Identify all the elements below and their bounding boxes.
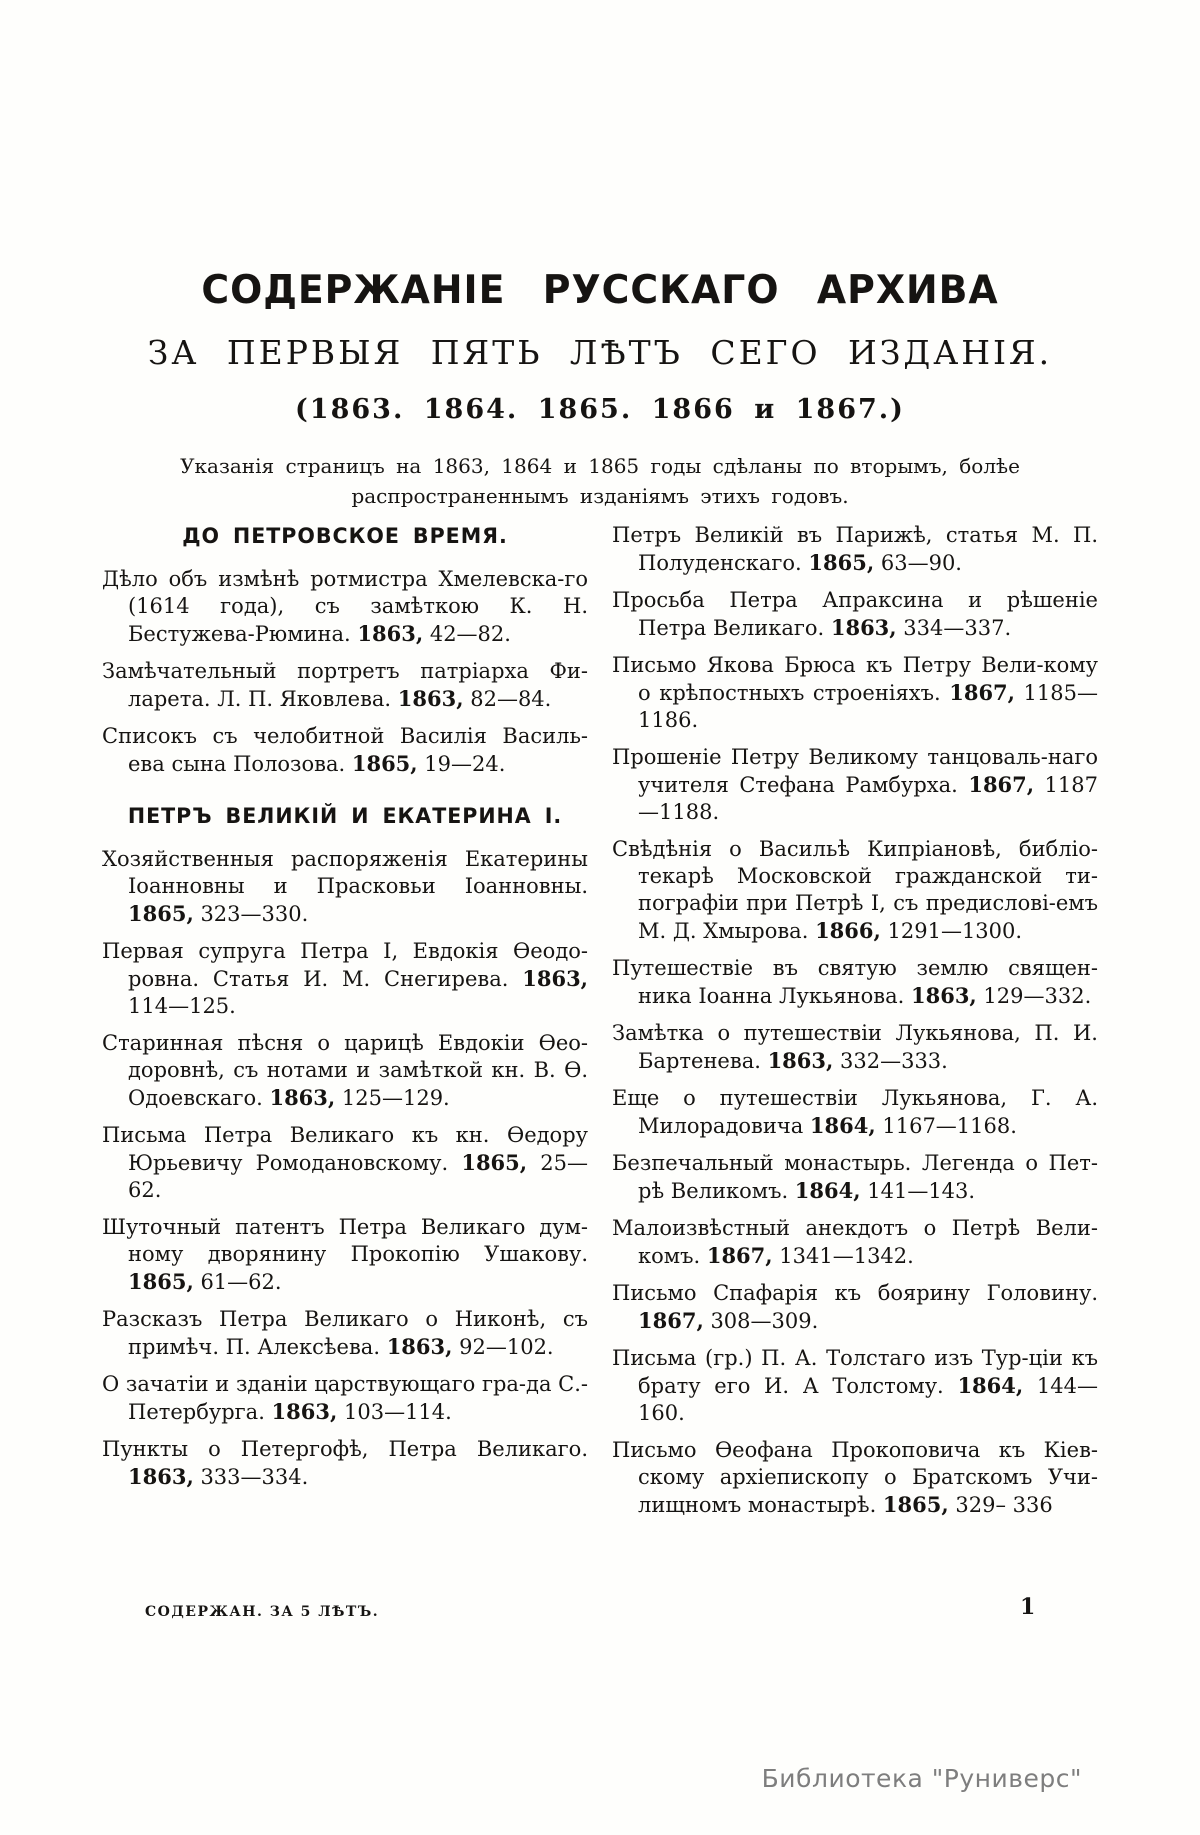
entry-year: 1863, [522, 966, 588, 991]
entry-text: Просьба Петра Апраксина и рѣшеніе Петра Великаго. [612, 588, 1098, 640]
toc-columns [102, 522, 1098, 1529]
toc-entry [612, 955, 1098, 1010]
entry-year: 1864, [794, 1178, 861, 1203]
toc-entry [102, 1306, 588, 1361]
entry-pages: 1167—1168. [875, 1114, 1017, 1138]
toc-entry [612, 1085, 1098, 1140]
entry-text: Письма (гр.) П. А. Толстаго изъ Тур-ціи къ брату его И. А Толстому. [612, 1346, 1098, 1398]
toc-entry [612, 1437, 1098, 1519]
entry-year: 1864, [957, 1373, 1024, 1398]
entry-pages: 25—62. [128, 1151, 588, 1202]
entry-pages: 323—330. [193, 902, 309, 926]
entry-text: Дѣло объ измѣнѣ ротмистра Хмелевска-го (1614 года), съ замѣткою К. Н. Бестужева-Рюмина. [102, 567, 588, 646]
entry-text: Замѣчательный портретъ патріарха Фи-ларета. Л. П. Яковлева. [102, 659, 588, 711]
entry-text: Письмо Якова Брюса къ Петру Вели-кому о крѣпостныхъ строеніяхъ. [612, 653, 1098, 705]
entry-text: Прошеніе Петру Великому танцоваль-наго учителя Стефана Рамбурха. [612, 745, 1098, 797]
entry-text: Хозяйственныя распоряженія Екатерины Іоанновны и Прасковьи Іоанновны. [102, 847, 588, 898]
entry-year: 1865, [128, 901, 194, 926]
entry-year: 1863, [357, 621, 424, 646]
entry-year: 1867, [949, 680, 1015, 705]
page-title: СОДЕРЖАНІЕ РУССКАГО АРХИВА [201, 268, 999, 313]
entry-text: Старинная пѣсня о царицѣ Евдокіи Ѳео-доровнѣ, съ нотами и замѣткой кн. В. Ѳ. Одоевскаго. [102, 1031, 588, 1110]
entry-text: Списокъ съ челобитной Василія Василь-ева сына Полозова. [102, 724, 588, 776]
toc-entry [612, 1150, 1098, 1205]
entry-pages: 144—160. [638, 1374, 1098, 1425]
entry-text: Петръ Великій въ Парижѣ, статья М. П. Полуденскаго. [612, 523, 1098, 575]
entry-pages: 125—129. [335, 1086, 450, 1110]
entry-pages: 333—334. [193, 1465, 309, 1489]
entry-text: Пункты о Петергофѣ, Петра Великаго. [102, 1437, 588, 1461]
entry-year: 1863, [767, 1048, 834, 1073]
entry-year: 1866, [815, 918, 881, 943]
edition-note: Указанія страницъ на 1863, 1864 и 1865 годы сдѣланы по вторымъ, болѣе распространеннымъ изданіямъ этихъ годовъ. [180, 454, 1020, 508]
toc-entry [102, 1436, 588, 1491]
entry-year: 1863, [397, 686, 464, 711]
entry-text: Первая супруга Петра I, Евдокія Ѳеодо-ровна. Статья И. М. Снегирева. [102, 939, 588, 991]
library-watermark: Библиотека "Руниверс" [761, 1764, 1082, 1793]
toc-entry [102, 938, 588, 1020]
entry-pages: 114—125. [128, 994, 236, 1018]
entry-pages: 1341—1342. [772, 1244, 914, 1268]
entry-text: Письмо Спафарія къ боярину Головину. [612, 1281, 1098, 1305]
entry-text: Еще о путешествіи Лукьянова, Г. А. Милорадовича [612, 1086, 1098, 1138]
entry-pages: 42—82. [423, 622, 511, 646]
toc-entry [102, 1214, 588, 1296]
toc-entry [102, 723, 588, 778]
page-number: 1 [1020, 1594, 1036, 1620]
title-block [0, 268, 1200, 511]
entry-pages: 1291—1300. [880, 919, 1023, 943]
toc-entry [612, 1280, 1098, 1335]
toc-entry [102, 1030, 588, 1112]
entry-year: 1867, [706, 1243, 773, 1268]
toc-entry [102, 566, 588, 648]
entry-year: 1863, [269, 1085, 336, 1110]
entry-pages: 82—84. [463, 687, 552, 711]
entry-year: 1867, [968, 772, 1035, 797]
entry-text: Безпечальный монастырь. Легенда о Пет-рѣ Великомъ. [612, 1151, 1098, 1203]
toc-entry [612, 652, 1098, 734]
toc-entry [612, 522, 1098, 577]
entry-text: Письма Петра Великаго къ кн. Ѳедору Юрьевичу Ромодановскому. [102, 1123, 588, 1175]
entry-text: Разсказъ Петра Великаго о Никонѣ, съ примѣч. П. Алексѣева. [102, 1307, 588, 1359]
entry-year: 1865, [808, 550, 875, 575]
entry-text: Замѣтка о путешествіи Лукьянова, П. И. Бартенева. [612, 1021, 1098, 1073]
entry-year: 1864, [809, 1113, 876, 1138]
entry-text: Свѣдѣнія о Васильѣ Кипріановѣ, библіо-текарѣ Московской гражданской ти-пографіи при Петрѣ I, съ предислові-емъ М. Д. Хмырова. [612, 837, 1098, 943]
toc-entry [612, 836, 1098, 945]
entry-pages: 329– 336 [948, 1493, 1053, 1517]
entry-pages: 334—337. [896, 616, 1012, 640]
toc-entry [612, 1215, 1098, 1270]
entry-year: 1863, [910, 983, 977, 1008]
entry-pages: 61—62. [193, 1270, 282, 1294]
entry-year: 1867, [638, 1308, 704, 1333]
entry-pages: 19—24. [417, 752, 506, 776]
entry-year: 1865, [351, 751, 418, 776]
right-column [612, 522, 1098, 1529]
entry-pages: 129—332. [976, 984, 1092, 1008]
section-header: ПЕТРЪ ВЕЛИКІЙ И ЕКАТЕРИНА I. [127, 804, 563, 828]
entry-pages: 63—90. [874, 551, 962, 575]
entry-pages: 1185—1186. [638, 681, 1098, 732]
entry-year: 1863, [128, 1464, 194, 1489]
entry-pages: 308—309. [703, 1309, 819, 1333]
entry-text: Путешествіе въ святую землю священ-ника Іоанна Лукьянова. [612, 956, 1098, 1008]
years-line: (1863. 1864. 1865. 1866 и 1867.) [295, 394, 905, 425]
entry-year: 1865, [882, 1492, 949, 1517]
toc-entry [612, 587, 1098, 642]
footer-signature: СОДЕРЖАН. ЗА 5 ЛѢТЪ. [145, 1604, 380, 1620]
entry-text: Малоизвѣстный анекдотъ о Петрѣ Вели-комъ. [612, 1216, 1098, 1268]
entry-pages: 92—102. [452, 1335, 554, 1359]
toc-entry [102, 846, 588, 928]
toc-entry [102, 1122, 588, 1204]
entry-pages: 141—143. [860, 1179, 976, 1203]
toc-entry [102, 658, 588, 713]
toc-entry [612, 1345, 1098, 1427]
toc-entry [612, 1020, 1098, 1075]
entry-pages: 103—114. [337, 1400, 452, 1424]
entry-year: 1865, [128, 1269, 194, 1294]
entry-year: 1863, [271, 1399, 338, 1424]
page-subtitle: ЗА ПЕРВЫЯ ПЯТЬ ЛѢТЪ СЕГО ИЗДАНІЯ. [147, 333, 1053, 372]
section-header: ДО ПЕТРОВСКОЕ ВРЕМЯ. [182, 524, 508, 548]
entry-text: Шуточный патентъ Петра Великаго дум-ному дворянину Прокопію Ушакову. [102, 1215, 588, 1266]
entry-text: Письмо Ѳеофана Прокоповича къ Кіев-скому архіепископу о Братскомъ Учи-лищномъ монастырѣ. [612, 1438, 1098, 1517]
entry-year: 1865, [461, 1150, 528, 1175]
toc-entry [612, 744, 1098, 826]
entry-year: 1863, [386, 1334, 453, 1359]
entry-year: 1863, [830, 615, 897, 640]
toc-entry [102, 1371, 588, 1426]
entry-text: О зачатіи и зданіи царствующаго гра-да С.-Петербурга. [102, 1372, 588, 1424]
entry-pages: 1187—1188. [638, 773, 1099, 824]
left-column [102, 522, 588, 1529]
entry-pages: 332—333. [833, 1049, 948, 1073]
